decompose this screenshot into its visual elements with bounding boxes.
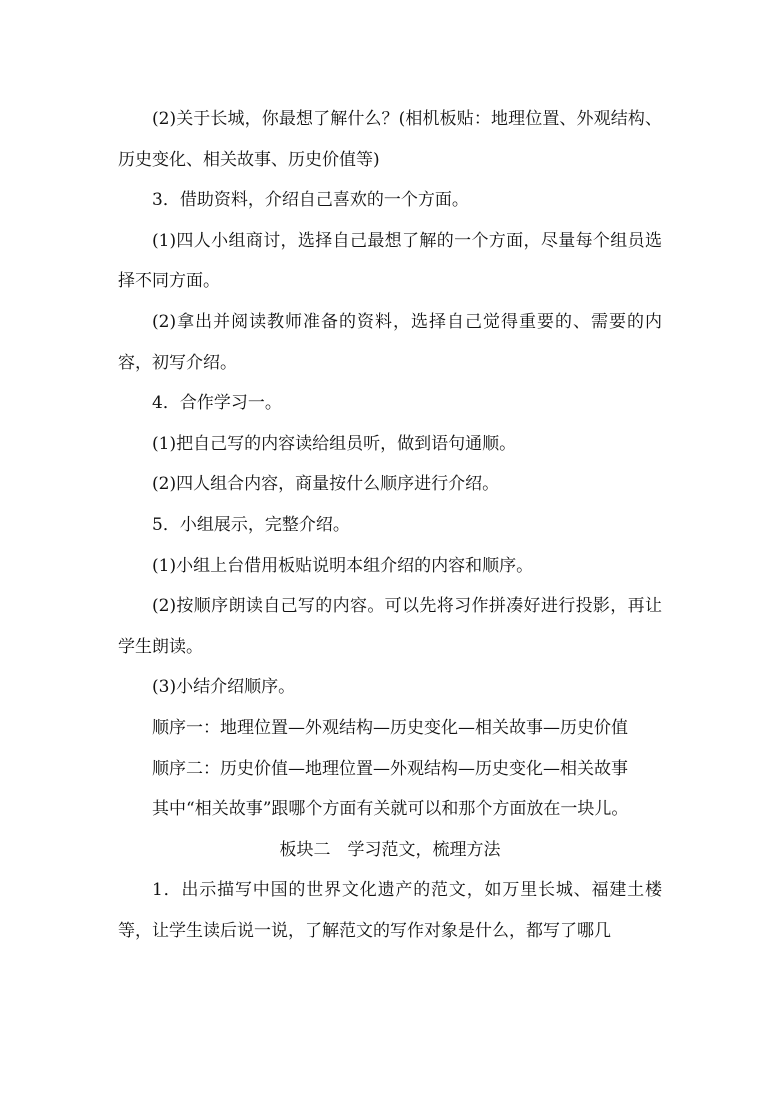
section-heading: 板块二 学习范文，梳理方法 xyxy=(279,839,501,860)
paragraph-step-5-3: (3)小结介绍顺序。 xyxy=(152,677,296,698)
paragraph-order-one: 顺序一：地理位置—外观结构—历史变化—相关故事—历史价值 xyxy=(152,717,628,738)
paragraph-step-4-1: (1)把自己写的内容读给组员听，做到语句通顺。 xyxy=(152,433,517,454)
paragraph-step-4-2: (2)四人组合内容，商量按什么顺序进行介绍。 xyxy=(152,474,500,495)
paragraph-step-4: 4．合作学习一。 xyxy=(152,393,282,414)
paragraph-step-3: 3．借助资料，介绍自己喜欢的一个方面。 xyxy=(152,190,469,211)
paragraph-step-3-2: (2)拿出并阅读教师准备的资料，选择自己觉得重要的、需要的内容，初写介绍。 xyxy=(118,311,662,373)
paragraph-step-5-2: (2)按顺序朗读自己写的内容。可以先将习作拼凑好进行投影，再让学生朗读。 xyxy=(118,596,662,657)
paragraph-order-two: 顺序二：历史价值—地理位置—外观结构—历史变化—相关故事 xyxy=(152,758,628,779)
document-body xyxy=(118,99,662,951)
paragraph-section-2-step-1: 1．出示描写中国的世界文化遗产的范文，如万里长城、福建土楼等，让学生读后说一说，了解范文的写作对象是什么，都写了哪几 xyxy=(118,880,662,941)
paragraph-step-3-1: (1)四人小组商讨，选择自己最想了解的一个方面，尽量每个组员选择不同方面。 xyxy=(118,230,662,292)
paragraph-question-great-wall: (2)关于长城，你最想了解什么？(相机板贴：地理位置、外观结构、历史变化、相关故事、历史价值等) xyxy=(118,109,662,170)
paragraph-step-5-1: (1)小组上台借用板贴说明本组介绍的内容和顺序。 xyxy=(152,555,534,576)
paragraph-related-story-note: 其中“相关故事”跟哪个方面有关就可以和那个方面放在一块儿。 xyxy=(152,799,629,820)
paragraph-step-5: 5．小组展示，完整介绍。 xyxy=(152,514,350,535)
